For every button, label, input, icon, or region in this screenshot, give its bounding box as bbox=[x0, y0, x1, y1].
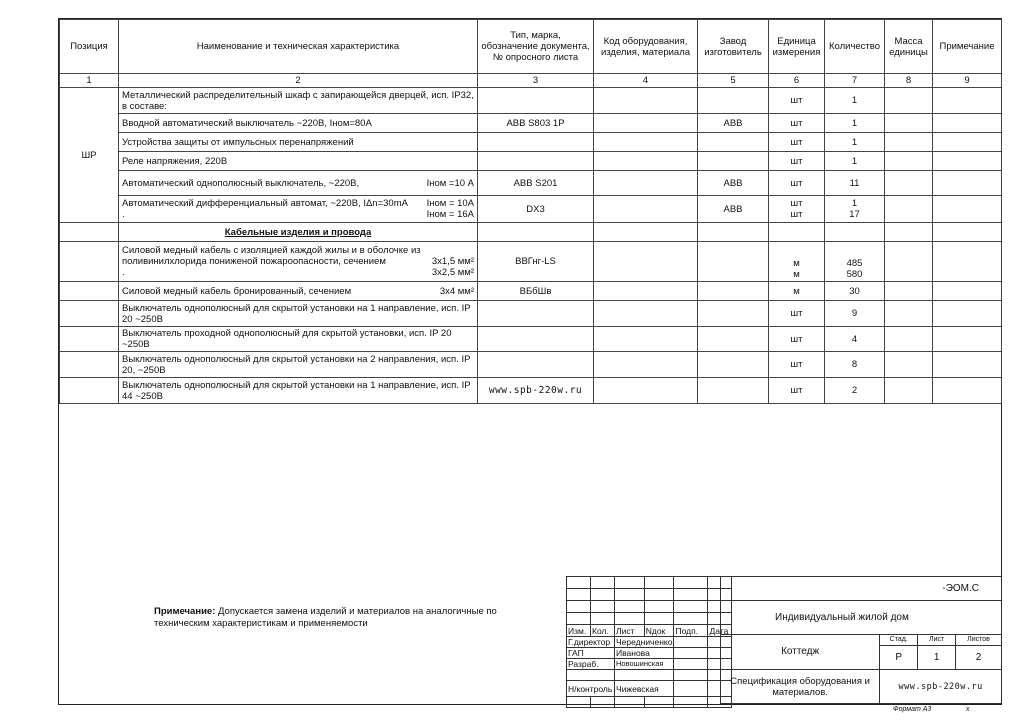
stamp-cell bbox=[567, 577, 591, 589]
table-row bbox=[60, 152, 1002, 171]
item-qty: 8 bbox=[825, 352, 885, 378]
stamp-cell bbox=[567, 697, 591, 708]
item-qty: 1 bbox=[851, 198, 858, 209]
stamp-cell bbox=[674, 577, 708, 589]
item-qty-2: 17 bbox=[849, 209, 860, 220]
empty-cell bbox=[769, 223, 825, 242]
item-maker bbox=[698, 152, 769, 171]
empty-cell bbox=[698, 223, 769, 242]
stamp-cell bbox=[591, 613, 615, 625]
table-row bbox=[60, 114, 1002, 133]
stamp-person bbox=[615, 670, 674, 681]
item-code bbox=[594, 171, 698, 196]
item-maker bbox=[698, 301, 769, 327]
empty-cell bbox=[478, 223, 594, 242]
item-note bbox=[933, 327, 1002, 352]
stamp-cell bbox=[674, 613, 708, 625]
item-maker: ABB bbox=[698, 171, 769, 196]
item-mass bbox=[885, 88, 933, 114]
section-row bbox=[60, 223, 1002, 242]
position-cell bbox=[60, 223, 119, 242]
item-unit: м bbox=[793, 258, 800, 269]
stage-label: Стад. bbox=[880, 635, 918, 646]
title-block bbox=[566, 576, 1002, 705]
item-note bbox=[933, 114, 1002, 133]
item-code bbox=[594, 327, 698, 352]
item-code bbox=[594, 88, 698, 114]
header-position: Позиция bbox=[60, 20, 119, 74]
colnum-5: 5 bbox=[698, 74, 769, 88]
sheets-label: Листов bbox=[956, 635, 1002, 646]
item-unit: шт bbox=[790, 198, 803, 209]
sheets-value: 2 bbox=[956, 646, 1002, 670]
item-note bbox=[933, 152, 1002, 171]
format-mark: х bbox=[966, 706, 970, 713]
item-code bbox=[594, 196, 698, 223]
item-code bbox=[594, 152, 698, 171]
item-type: ВВГнг-LS bbox=[478, 242, 594, 282]
specification-table bbox=[59, 19, 1002, 404]
item-qty: 1 bbox=[825, 88, 885, 114]
item-unit: шт bbox=[769, 327, 825, 352]
position-cell bbox=[60, 327, 119, 352]
stamp-col-izm: Изм. bbox=[567, 625, 591, 637]
item-rating: 3х4 мм² bbox=[439, 285, 474, 297]
item-unit: шт bbox=[769, 133, 825, 152]
item-type bbox=[478, 133, 594, 152]
stage-value: Р bbox=[880, 646, 918, 670]
item-mass bbox=[885, 133, 933, 152]
header-maker: Завод изготовитель bbox=[698, 20, 769, 74]
stamp-cell bbox=[644, 601, 674, 613]
item-name: Выключатель однополюсный для скрытой установки на 1 направление, исп. IP 44 ~250В bbox=[119, 378, 478, 404]
stamp-role: Н/контроль bbox=[567, 681, 615, 697]
sheet-value: 1 bbox=[918, 646, 956, 670]
item-maker bbox=[698, 282, 769, 301]
stamp-role bbox=[567, 670, 615, 681]
item-mass bbox=[885, 282, 933, 301]
item-unit: шт bbox=[769, 171, 825, 196]
stamp-cell bbox=[591, 589, 615, 601]
table-row bbox=[60, 242, 1002, 282]
item-note bbox=[933, 301, 1002, 327]
item-mass bbox=[885, 301, 933, 327]
item-name: Выключатель проходной однополюсный для скрытой установки, исп. IP 20 ~250В bbox=[119, 327, 478, 352]
item-note bbox=[933, 88, 1002, 114]
stamp-role: Разраб. bbox=[567, 659, 615, 670]
item-code bbox=[594, 133, 698, 152]
item-name-cell bbox=[119, 242, 478, 282]
item-code bbox=[594, 242, 698, 282]
stamp-cell bbox=[567, 601, 591, 613]
stamp-cell bbox=[591, 577, 615, 589]
header-name: Наименование и техническая характеристика bbox=[119, 20, 478, 74]
item-unit: шт bbox=[769, 378, 825, 404]
item-qty: 30 bbox=[825, 282, 885, 301]
item-name: Выключатель однополюсный для скрытой установки на 2 направления, исп. IP 20, ~250В bbox=[119, 352, 478, 378]
item-type bbox=[478, 301, 594, 327]
item-type bbox=[478, 352, 594, 378]
table-row bbox=[60, 88, 1002, 114]
item-maker: ABB bbox=[698, 196, 769, 223]
item-type bbox=[478, 88, 594, 114]
stamp-cell bbox=[591, 697, 615, 708]
item-qty: 485 bbox=[846, 258, 863, 269]
sheet-label: Лист bbox=[918, 635, 956, 646]
header-qty: Количество bbox=[825, 20, 885, 74]
stamp-person: Иванова bbox=[615, 648, 674, 659]
item-note bbox=[933, 133, 1002, 152]
stamp-role: ГАП bbox=[567, 648, 615, 659]
stamp-person: Чередниченко bbox=[616, 637, 673, 647]
item-name: Силовой медный кабель с изоляцией каждой жилы и в оболочке из поливинилхлорида пониженой пожароопасности, сечением bbox=[122, 245, 421, 267]
table-row bbox=[60, 378, 1002, 404]
item-mass bbox=[885, 242, 933, 282]
item-maker bbox=[698, 88, 769, 114]
item-unit-2: м bbox=[793, 269, 800, 280]
header-row bbox=[60, 20, 1002, 74]
header-type: Тип, марка, обозначение документа, № опросного листа bbox=[478, 20, 594, 74]
position-cell bbox=[60, 242, 119, 282]
item-maker bbox=[698, 133, 769, 152]
stamp-col-podp: Подп. bbox=[674, 625, 708, 637]
stamp-cell bbox=[674, 589, 708, 601]
stamp-cell bbox=[615, 577, 645, 589]
stamp-cell bbox=[674, 601, 708, 613]
item-name: Силовой медный кабель бронированный, сечением bbox=[122, 285, 352, 297]
stamp-cell bbox=[567, 613, 591, 625]
stamp-role: Г.директор bbox=[567, 637, 615, 648]
item-type: ABB S803 1P bbox=[478, 114, 594, 133]
item-name-cont: . bbox=[122, 267, 125, 278]
position-cell: ШР bbox=[60, 88, 119, 223]
header-mass: Масса единицы bbox=[885, 20, 933, 74]
stamp-cell bbox=[615, 589, 645, 601]
note-text: Допускается замена изделий и материалов на аналогичные по техническим характеристикам и применяемости bbox=[154, 606, 497, 629]
item-rating: 3х1,5 мм² bbox=[431, 256, 474, 267]
stamp-person: Новошинская bbox=[615, 659, 674, 670]
item-name-cell bbox=[119, 171, 478, 196]
stamp-left-grid bbox=[566, 576, 732, 708]
stamp-sign bbox=[674, 637, 708, 648]
item-type: ABB S201 bbox=[478, 171, 594, 196]
item-mass bbox=[885, 378, 933, 404]
item-qty: 11 bbox=[825, 171, 885, 196]
item-qty-cell bbox=[825, 242, 885, 282]
item-code bbox=[594, 114, 698, 133]
item-rating-2: 3х2,5 мм² bbox=[431, 267, 474, 278]
item-mass bbox=[885, 171, 933, 196]
item-maker bbox=[698, 378, 769, 404]
stamp-cell bbox=[644, 589, 674, 601]
item-qty: 2 bbox=[825, 378, 885, 404]
item-code bbox=[594, 282, 698, 301]
item-note bbox=[933, 352, 1002, 378]
table-row bbox=[60, 327, 1002, 352]
item-unit: м bbox=[769, 282, 825, 301]
stamp-cell bbox=[674, 697, 708, 708]
stamp-col-kol: Кол. bbox=[591, 625, 615, 637]
header-unit: Единица измерения bbox=[769, 20, 825, 74]
table-row bbox=[60, 196, 1002, 223]
item-type-watermark: www.spb-220w.ru bbox=[478, 378, 594, 404]
item-name: Вводной автоматический выключатель ~220В, Iном=80А bbox=[119, 114, 478, 133]
stamp-cell bbox=[615, 613, 645, 625]
colnum-8: 8 bbox=[885, 74, 933, 88]
item-name: Металлический распределительный шкаф с запирающейся дверцей, исп. IP32, в составе: bbox=[119, 88, 478, 114]
empty-cell bbox=[825, 223, 885, 242]
item-name: Автоматический дифференциальный автомат, ~220В, IΔn=30mA bbox=[122, 198, 408, 209]
item-maker bbox=[698, 327, 769, 352]
table-row bbox=[60, 133, 1002, 152]
item-mass bbox=[885, 327, 933, 352]
item-rating: Iном = 10А bbox=[426, 198, 474, 209]
item-note bbox=[933, 378, 1002, 404]
stamp-cell bbox=[615, 601, 645, 613]
position-cell bbox=[60, 352, 119, 378]
item-name-cell bbox=[119, 196, 478, 223]
stamp-cell bbox=[644, 697, 674, 708]
item-note bbox=[933, 196, 1002, 223]
stamp-cell bbox=[591, 601, 615, 613]
item-qty: 4 bbox=[825, 327, 885, 352]
stamp-right-grid bbox=[720, 576, 1002, 704]
stamp-col-list: Лист bbox=[615, 625, 645, 637]
item-unit: шт bbox=[769, 352, 825, 378]
colnum-4: 4 bbox=[594, 74, 698, 88]
item-name-cell bbox=[119, 282, 478, 301]
colnum-1: 1 bbox=[60, 74, 119, 88]
item-qty-2: 580 bbox=[846, 269, 863, 280]
item-qty-cell bbox=[825, 196, 885, 223]
position-cell bbox=[60, 301, 119, 327]
item-rating: Iном =10 А bbox=[426, 177, 474, 189]
item-note bbox=[933, 282, 1002, 301]
item-mass bbox=[885, 114, 933, 133]
item-name: Автоматический однополюсный выключатель, ~220В, bbox=[122, 177, 360, 189]
item-rating-2: Iном = 16А bbox=[426, 209, 474, 220]
table-row bbox=[60, 282, 1002, 301]
stamp-sign bbox=[674, 648, 708, 659]
doc-code: -ЭОМ.С bbox=[721, 577, 1002, 601]
item-type bbox=[478, 152, 594, 171]
table-row bbox=[60, 352, 1002, 378]
item-type: DX3 bbox=[478, 196, 594, 223]
item-qty: 1 bbox=[825, 152, 885, 171]
item-code bbox=[594, 352, 698, 378]
item-unit: шт bbox=[769, 114, 825, 133]
item-unit-cell bbox=[769, 242, 825, 282]
item-type bbox=[478, 327, 594, 352]
item-name-cont: . bbox=[122, 209, 125, 220]
item-note bbox=[933, 171, 1002, 196]
stamp-cell bbox=[644, 577, 674, 589]
item-maker: ABB bbox=[698, 114, 769, 133]
item-maker bbox=[698, 352, 769, 378]
item-mass bbox=[885, 352, 933, 378]
stamp-sign bbox=[674, 659, 708, 670]
stamp-col-data: Дата bbox=[708, 625, 732, 637]
item-qty: 1 bbox=[825, 114, 885, 133]
doc-title: Спецификация оборудования и материалов. bbox=[721, 670, 880, 704]
item-unit-cell bbox=[769, 196, 825, 223]
table-row bbox=[60, 171, 1002, 196]
stamp-cell bbox=[567, 589, 591, 601]
note-block bbox=[154, 606, 514, 630]
position-cell bbox=[60, 378, 119, 404]
item-qty: 1 bbox=[825, 133, 885, 152]
header-note: Примечание bbox=[933, 20, 1002, 74]
colnum-6: 6 bbox=[769, 74, 825, 88]
stamp-col-ndok: Nдок bbox=[644, 625, 674, 637]
colnum-7: 7 bbox=[825, 74, 885, 88]
item-type: ВБбШв bbox=[478, 282, 594, 301]
stamp-sign bbox=[674, 670, 708, 681]
item-unit: шт bbox=[769, 88, 825, 114]
item-mass bbox=[885, 196, 933, 223]
item-mass bbox=[885, 152, 933, 171]
empty-cell bbox=[885, 223, 933, 242]
item-code bbox=[594, 378, 698, 404]
section-title: Кабельные изделия и провода bbox=[119, 223, 478, 242]
site-watermark: www.spb-220w.ru bbox=[880, 670, 1002, 704]
stamp-cell bbox=[615, 697, 645, 708]
item-note bbox=[933, 242, 1002, 282]
item-code bbox=[594, 301, 698, 327]
stamp-person: Чижевская bbox=[615, 681, 674, 697]
colnum-3: 3 bbox=[478, 74, 594, 88]
position-cell bbox=[60, 282, 119, 301]
header-number-row bbox=[60, 74, 1002, 88]
item-unit: шт bbox=[769, 152, 825, 171]
item-unit: шт bbox=[769, 301, 825, 327]
header-code: Код оборудования, изделия, материала bbox=[594, 20, 698, 74]
empty-cell bbox=[933, 223, 1002, 242]
table-row bbox=[60, 301, 1002, 327]
item-unit-2: шт bbox=[790, 209, 803, 220]
colnum-2: 2 bbox=[119, 74, 478, 88]
stamp-sign bbox=[674, 681, 708, 697]
colnum-9: 9 bbox=[933, 74, 1002, 88]
item-name: Выключатель однополюсный для скрытой установки на 1 направление, исп. IP 20 ~250В bbox=[119, 301, 478, 327]
object-name: Коттедж bbox=[721, 635, 880, 670]
stamp-cell bbox=[644, 613, 674, 625]
project-name: Индивидуальный жилой дом bbox=[721, 601, 1002, 635]
item-name: Реле напряжения, 220В bbox=[119, 152, 478, 171]
note-label: Примечание: bbox=[154, 606, 216, 617]
format-label: Формат А3 bbox=[893, 706, 932, 713]
item-name: Устройства защиты от импульсных перенапряжений bbox=[119, 133, 478, 152]
item-maker bbox=[698, 242, 769, 282]
empty-cell bbox=[594, 223, 698, 242]
item-qty: 9 bbox=[825, 301, 885, 327]
